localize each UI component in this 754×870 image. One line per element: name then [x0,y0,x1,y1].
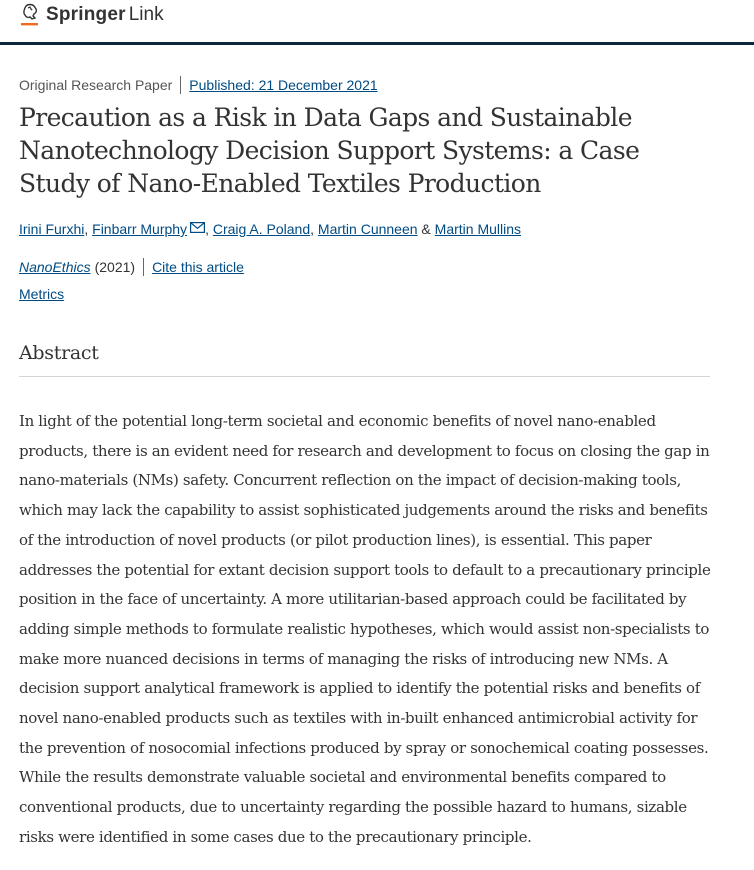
published-date-link[interactable]: Published: 21 December 2021 [189,77,378,93]
publication-year: (2021) [94,259,136,275]
journal-info [19,258,244,276]
abstract-line: risks were identified in some cases due to the precautionary principle. [19,827,532,846]
author-link[interactable]: Craig A. Poland [212,221,311,237]
meta-divider [143,258,144,276]
title-line: Nanotechnology Decision Support Systems: a Case [19,136,640,165]
abstract-line: of the introduction of novel products (or pilot production lines), is essential. This paper [19,530,652,549]
author-separator: , [84,221,93,237]
author-link[interactable]: Finbarr Murphy [92,221,188,237]
meta-divider [180,76,181,94]
abstract-line: nano-materials (NMs) safety. Concurrent reflection on the impact of decision-making tools, [19,471,682,490]
logo-text-link: Link [128,4,164,25]
author-separator: , [205,221,213,237]
abstract-line: adding simple methods to formulate realistic hypotheses, which would assist non-specialists to [19,619,710,638]
abstract-line: decision support analytical framework is applied to identify the potential risks and benefits of [19,679,700,698]
author-separator: & [417,221,435,237]
abstract-line: the prevention of nosocomial infections produced by spray or sonochemical coating possesses. [19,738,709,757]
article-meta [19,76,378,94]
abstract-line: conventional products, due to uncertainty regarding the possible hazard to humans, sizable [19,798,687,817]
article-title [19,101,719,200]
title-line: Precaution as a Risk in Data Gaps and Sustainable [19,103,632,132]
abstract-line: position in the face of uncertainty. A more utilitarian-based approach could be facilitated by [19,590,687,609]
springer-link-logo[interactable] [19,2,164,28]
envelope-icon[interactable] [190,222,205,233]
logo-text-springer: Springer [46,4,126,25]
author-link[interactable]: Martin Cunneen [317,221,418,237]
author-separator: , [310,221,318,237]
abstract-body [19,407,719,853]
abstract-line: While the results demonstrate valuable societal and environmental benefits compared to [19,768,666,787]
abstract-divider [19,376,710,377]
author-list [19,221,521,237]
cite-article-link[interactable]: Cite this article [152,259,244,275]
journal-link[interactable] [19,259,91,275]
metrics-row [19,286,64,302]
journal-name: NanoEthics [19,259,91,275]
abstract-line: make more nuanced decisions in terms of managing the risks of introducing new NMs. A [19,649,668,668]
abstract-line: addresses the potential for extant decision support tools to default to a precautionary principle [19,560,711,579]
author-link[interactable]: Irini Furxhi [19,221,85,237]
springer-horse-icon [19,3,41,27]
abstract-heading: Abstract [19,342,99,364]
metrics-link[interactable]: Metrics [19,286,65,302]
abstract-line: which may lack the capability to assist sophisticated judgements around the risks and benefits [19,501,708,520]
abstract-line: In light of the potential long-term societal and economic benefits of novel nano-enabled [19,412,656,430]
author-link[interactable]: Martin Mullins [434,221,522,237]
title-line: Study of Nano-Enabled Textiles Production [19,169,541,198]
abstract-line: products, there is an evident need for research and development to focus on closing the gap in [19,441,710,460]
abstract-line: novel nano-enabled products such as textiles with in-built enhanced antimicrobial activity for [19,709,698,728]
article-type: Original Research Paper [19,77,173,93]
site-header [0,0,754,45]
